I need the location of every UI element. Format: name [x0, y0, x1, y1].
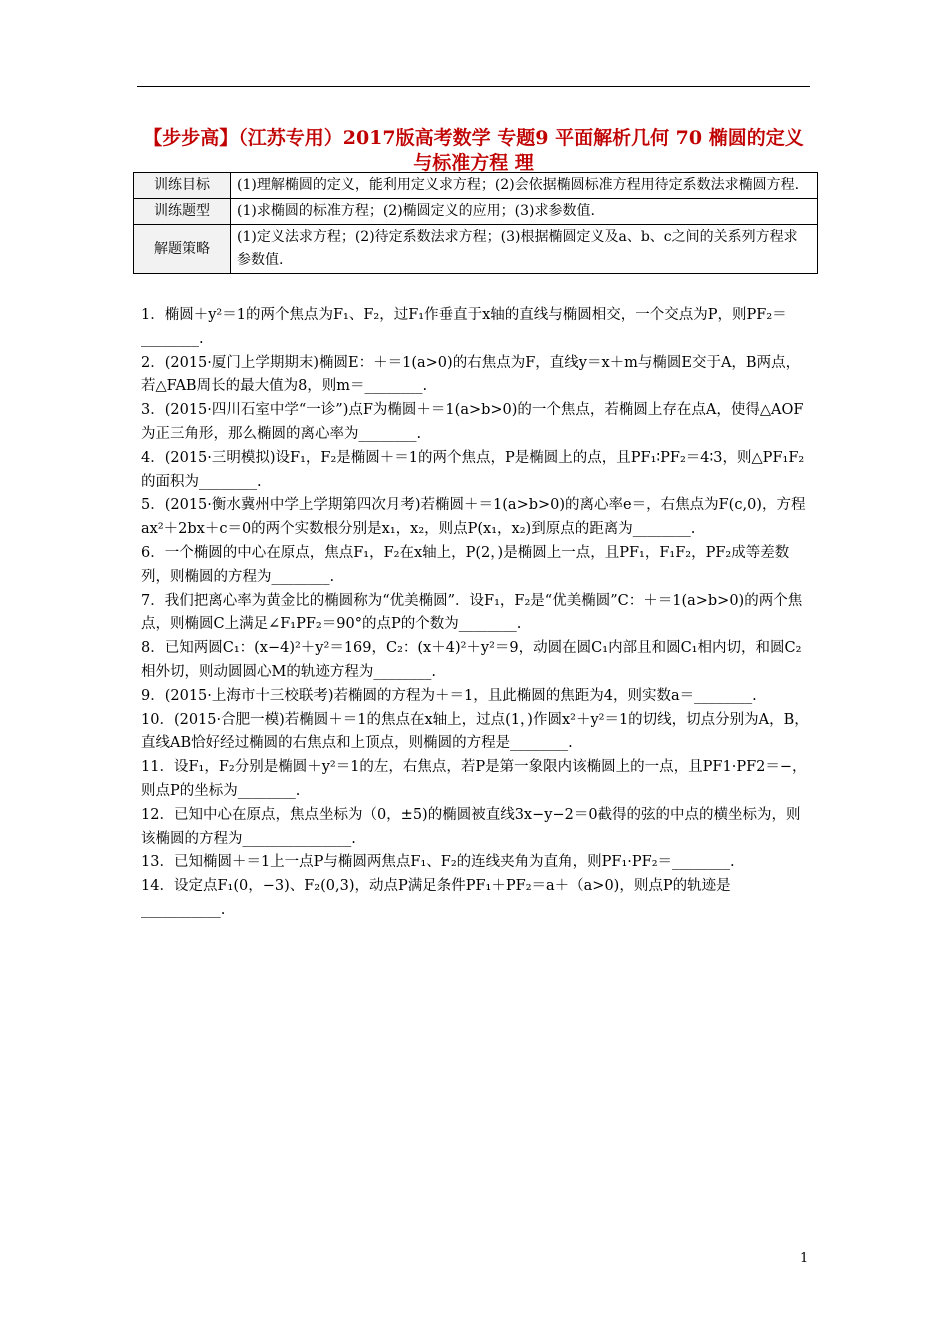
row-content: (1)求椭圆的标准方程；(2)椭圆定义的应用；(3)求参数值.	[231, 199, 818, 225]
problem-5: 5．(2015·衡水冀州中学上学期第四次月考)若椭圆＋＝1(a>b>0)的离心率e＝，右焦点为F(c,0)，方程ax²＋2bx＋c＝0的两个实数根分别是x₁，x₂，则点P(x₁，x₂)到原点的距离为________.	[141, 497, 806, 538]
problem-14: 14．设定点F₁(0，−3)、F₂(0,3)，动点P满足条件PF₁＋PF₂＝a＋（a>0)，则点P的轨迹是___________.	[141, 878, 731, 918]
problem-7: 7．我们把离心率为黄金比的椭圆称为“优美椭圆”．设F₁，F₂是“优美椭圆”C：＋＝1(a>b>0)的两个焦点，则椭圆C上满足∠F₁PF₂＝90°的点P的个数为________.	[141, 592, 803, 633]
table-row	[134, 199, 818, 225]
training-table	[133, 172, 818, 274]
row-label: 解题策略	[134, 225, 231, 274]
problem-10: 10．(2015·合肥一模)若椭圆＋＝1的焦点在x轴上，过点(1，)作圆x²＋y²＝1的切线，切点分别为A，B，直线AB恰好经过椭圆的右焦点和上顶点，则椭圆的方程是________.	[141, 711, 809, 752]
problem-13: 13．已知椭圆＋＝1上一点P与椭圆两焦点F₁、F₂的连线夹角为直角，则PF₁·PF₂＝________.	[141, 854, 735, 871]
table-row	[134, 225, 818, 274]
row-label: 训练目标	[134, 173, 231, 199]
document-title: 【步步高】（江苏专用）2017版高考数学 专题9 平面解析几何 70 椭圆的定义与标准方程 理	[143, 127, 804, 174]
row-content: (1)理解椭圆的定义，能利用定义求方程；(2)会依据椭圆标准方程用待定系数法求椭圆方程.	[231, 173, 818, 199]
row-label: 训练题型	[134, 199, 231, 225]
problem-list	[141, 304, 811, 923]
problem-11: 11．设F₁，F₂分别是椭圆＋y²＝1的左，右焦点，若P是第一象限内该椭圆上的一点，且PF1·PF2＝−，则点P的坐标为________.	[141, 759, 807, 799]
row-content: (1)定义法求方程；(2)待定系数法求方程；(3)根据椭圆定义及a、b、c之间的关系列方程求参数值.	[231, 225, 818, 274]
problem-8: 8．已知两圆C₁：(x−4)²＋y²＝169，C₂：(x＋4)²＋y²＝9，动圆在圆C₁内部且和圆C₁相内切，和圆C₂相外切，则动圆圆心M的轨迹方程为________.	[141, 640, 802, 680]
problem-4: 4．(2015·三明模拟)设F₁，F₂是椭圆＋＝1的两个焦点，P是椭圆上的点，且PF₁∶PF₂＝4∶3，则△PF₁F₂的面积为________.	[141, 449, 805, 490]
page-number: 1	[800, 1251, 809, 1266]
problem-3: 3．(2015·四川石室中学“一诊”)点F为椭圆＋＝1(a>b>0)的一个焦点，若椭圆上存在点A，使得△AOF为正三角形，那么椭圆的离心率为________.	[141, 402, 804, 442]
problem-12: 12．已知中心在原点，焦点坐标为（0，±5)的椭圆被直线3x−y−2＝0截得的弦的中点的横坐标为，则该椭圆的方程为_______________.	[141, 806, 801, 847]
problem-2: 2．(2015·厦门上学期期末)椭圆E：＋＝1(a>0)的右焦点为F，直线y＝x＋m与椭圆E交于A，B两点，若△FAB周长的最大值为8，则m＝________.	[141, 354, 801, 395]
problem-1: 1．椭圆＋y²＝1的两个焦点为F₁、F₂，过F₁作垂直于x轴的直线与椭圆相交，一个交点为P，则PF₂＝________.	[141, 307, 787, 347]
problem-9: 9．(2015·上海市十三校联考)若椭圆的方程为＋＝1，且此椭圆的焦距为4，则实数a＝________.	[141, 687, 757, 704]
header-rule	[137, 86, 810, 87]
problem-6: 6．一个椭圆的中心在原点，焦点F₁，F₂在x轴上，P(2，)是椭圆上一点，且PF₁，F₁F₂，PF₂成等差数列，则椭圆的方程为________.	[141, 544, 790, 585]
table-row	[134, 173, 818, 199]
